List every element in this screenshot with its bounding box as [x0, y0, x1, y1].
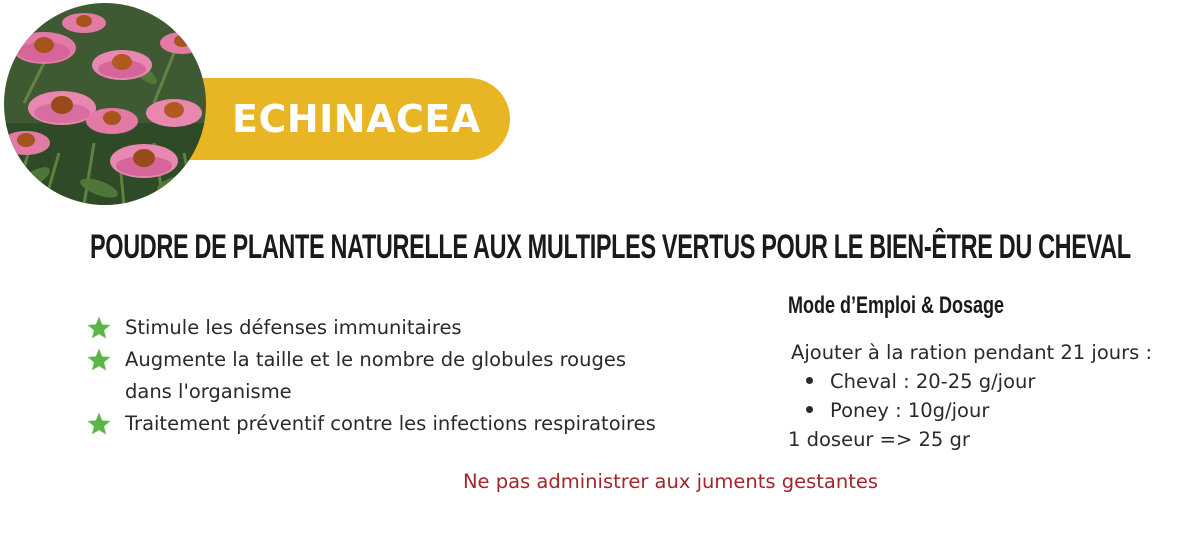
dosage-list — [788, 367, 1188, 425]
star-icon — [86, 315, 112, 341]
dosage-item — [806, 367, 1188, 396]
benefit-text — [125, 344, 626, 408]
dosage-text: Cheval : 20-25 g/jour — [830, 370, 1036, 393]
warning-text: Ne pas administrer aux juments gestantes — [462, 470, 879, 493]
product-title: ECHINACEA — [232, 97, 481, 141]
echinacea-photo — [4, 3, 206, 205]
product-headline: POUDRE DE PLANTE NATURELLE AUX MULTIPLES VERTUS POUR LE BIEN-ÊTRE DU CHEVAL — [90, 228, 1131, 266]
benefit-line: Augmente la taille et le nombre de globules rouges — [125, 348, 627, 371]
bullet-icon — [806, 377, 813, 384]
benefit-item — [86, 408, 706, 440]
benefits-list — [86, 312, 706, 440]
star-icon — [86, 347, 112, 373]
benefit-text — [125, 312, 462, 344]
benefit-item — [86, 344, 706, 408]
usage-section — [788, 292, 1188, 454]
benefit-line: dans l'organisme — [125, 380, 292, 403]
usage-title: Mode d’Emploi & Dosage — [788, 292, 1005, 319]
benefit-line: Stimule les défenses immunitaires — [125, 316, 462, 339]
star-icon — [86, 411, 112, 437]
benefit-line: Traitement préventif contre les infections respiratoires — [125, 412, 656, 435]
benefit-text — [125, 408, 656, 440]
bullet-icon — [806, 406, 813, 413]
benefit-item — [86, 312, 706, 344]
usage-intro: Ajouter à la ration pendant 21 jours : — [791, 341, 1153, 364]
doser-info: 1 doseur => 25 gr — [788, 428, 970, 451]
dosage-item — [806, 396, 1188, 425]
dosage-text: Poney : 10g/jour — [830, 399, 990, 422]
